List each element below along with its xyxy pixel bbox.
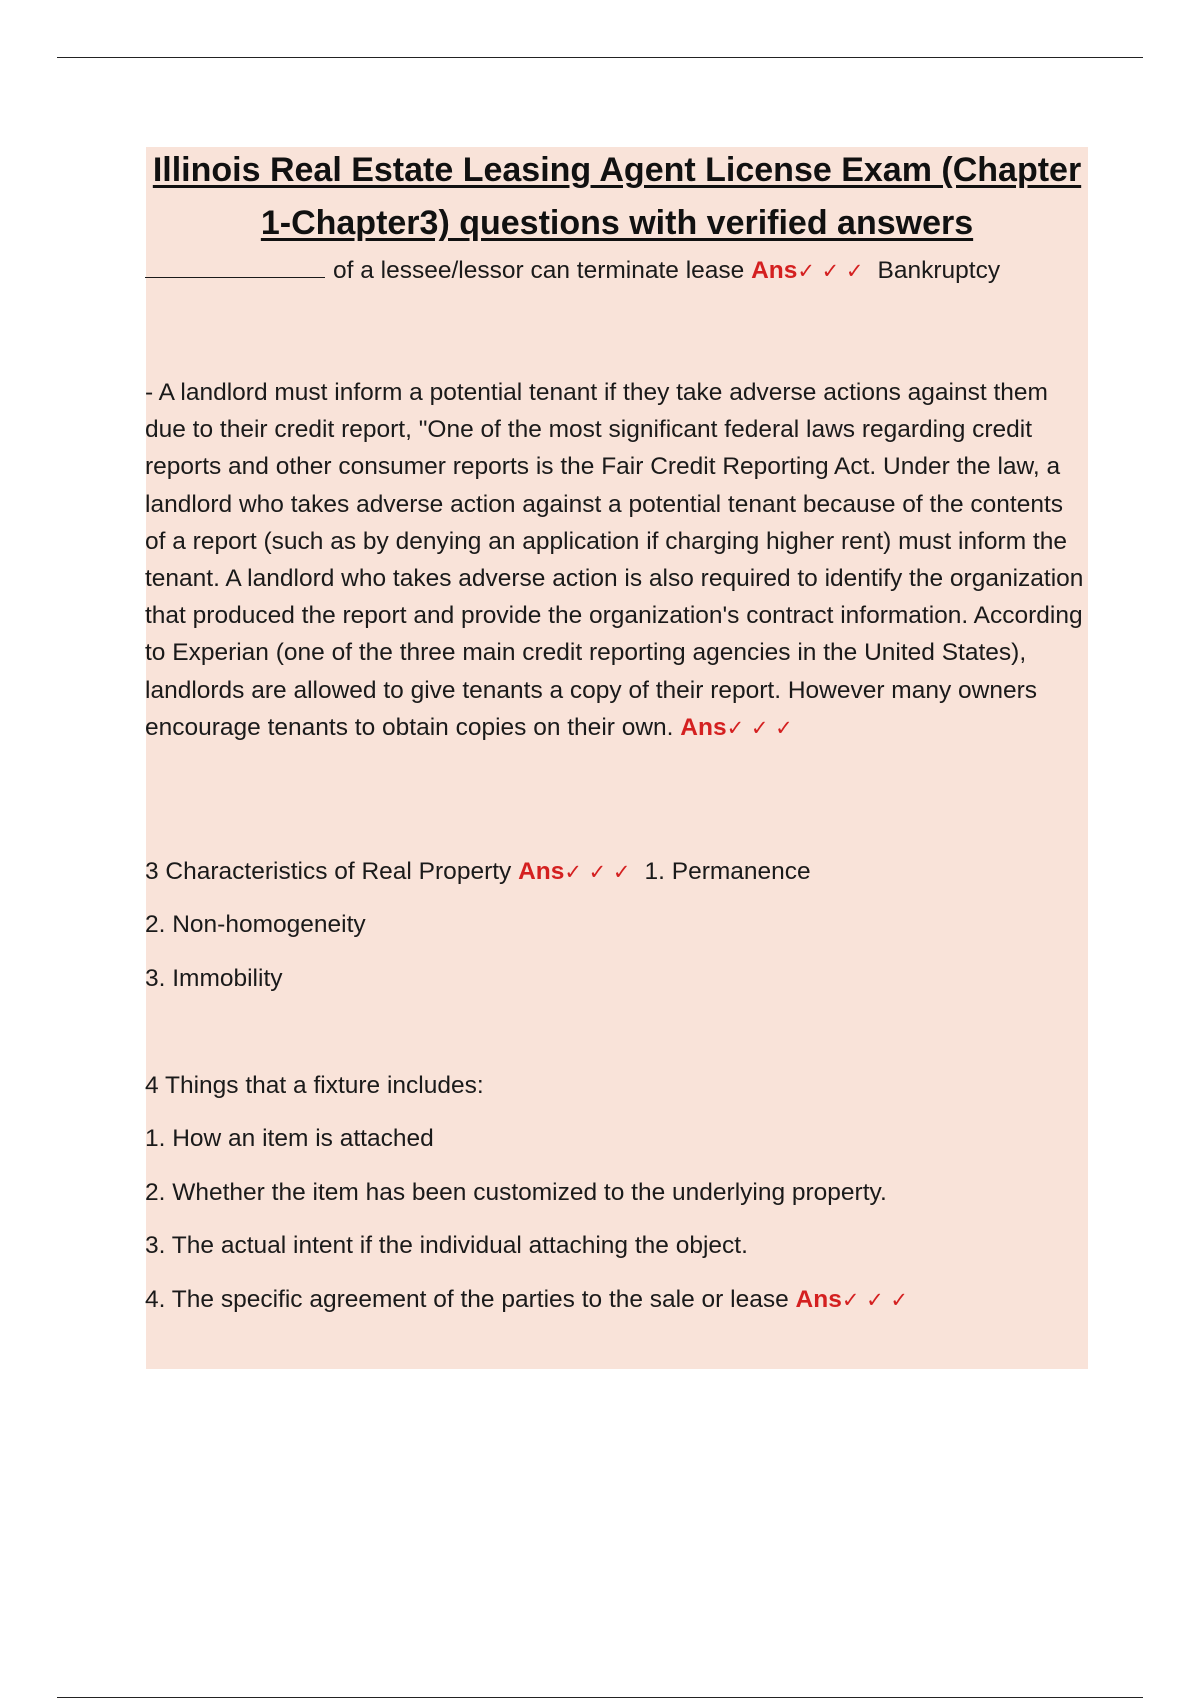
answer-label: Ans bbox=[795, 1286, 842, 1313]
question-3-answer-line: 3. Immobility bbox=[145, 965, 283, 992]
question-4-line: 1. How an item is attached bbox=[145, 1125, 434, 1152]
answer-label: Ans bbox=[680, 713, 727, 741]
document-title: Illinois Real Estate Leasing Agent License Exam (Chapter 1-Chapter3) questions with verified answers bbox=[152, 151, 1082, 242]
answer-label: Ans bbox=[751, 257, 798, 284]
question-4-line: 4 Things that a fixture includes: bbox=[145, 1072, 484, 1099]
verified-check-icon: ✓ ✓ ✓ bbox=[841, 1288, 908, 1312]
question-4-line: 4. The specific agreement of the parties to the sale or lease bbox=[145, 1286, 789, 1313]
question-3-answer-line: 2. Non-homogeneity bbox=[145, 911, 366, 938]
question-1-text: of a lessee/lessor can terminate lease bbox=[333, 257, 745, 284]
question-3-answer-line: 1. Permanence bbox=[644, 858, 811, 885]
verified-check-icon: ✓ ✓ ✓ bbox=[564, 860, 631, 884]
question-4-last-line bbox=[145, 1281, 1090, 1319]
verified-check-icon: ✓ ✓ ✓ bbox=[797, 259, 864, 283]
question-3 bbox=[145, 853, 1090, 891]
question-1 bbox=[145, 252, 1090, 290]
question-2 bbox=[145, 374, 1090, 747]
question-4-line: 2. Whether the item has been customized to the underlying property. bbox=[145, 1179, 887, 1206]
question-3-text: 3 Characteristics of Real Property bbox=[145, 858, 512, 885]
header-rule bbox=[57, 57, 1143, 58]
question-4-line: 3. The actual intent if the individual attaching the object. bbox=[145, 1232, 748, 1259]
fill-in-blank bbox=[145, 255, 325, 278]
question-2-text: - A landlord must inform a potential tenant if they take adverse actions against them due to their credit report, "One of the most significant federal laws regarding credit reports and other consumer reports is the Fair Credit Reporting Act. Under the law, a landlord who takes adverse action against a potential tenant because of the contents of a report (such as by denying an application if charging higher rent) must inform the tenant. A landlord who takes adverse action is also required to identify the organization that produced the report and provide the organization's contract information. According to Experian (one of the three main credit reporting agencies in the United States), landlords are allowed to give tenants a copy of their report. However many owners encourage tenants to obtain copies on their own. bbox=[145, 379, 1084, 741]
answer-label: Ans bbox=[518, 858, 565, 885]
question-1-answer: Bankruptcy bbox=[877, 257, 1001, 284]
footer-rule bbox=[57, 1697, 1143, 1698]
verified-check-icon: ✓ ✓ ✓ bbox=[726, 715, 793, 740]
